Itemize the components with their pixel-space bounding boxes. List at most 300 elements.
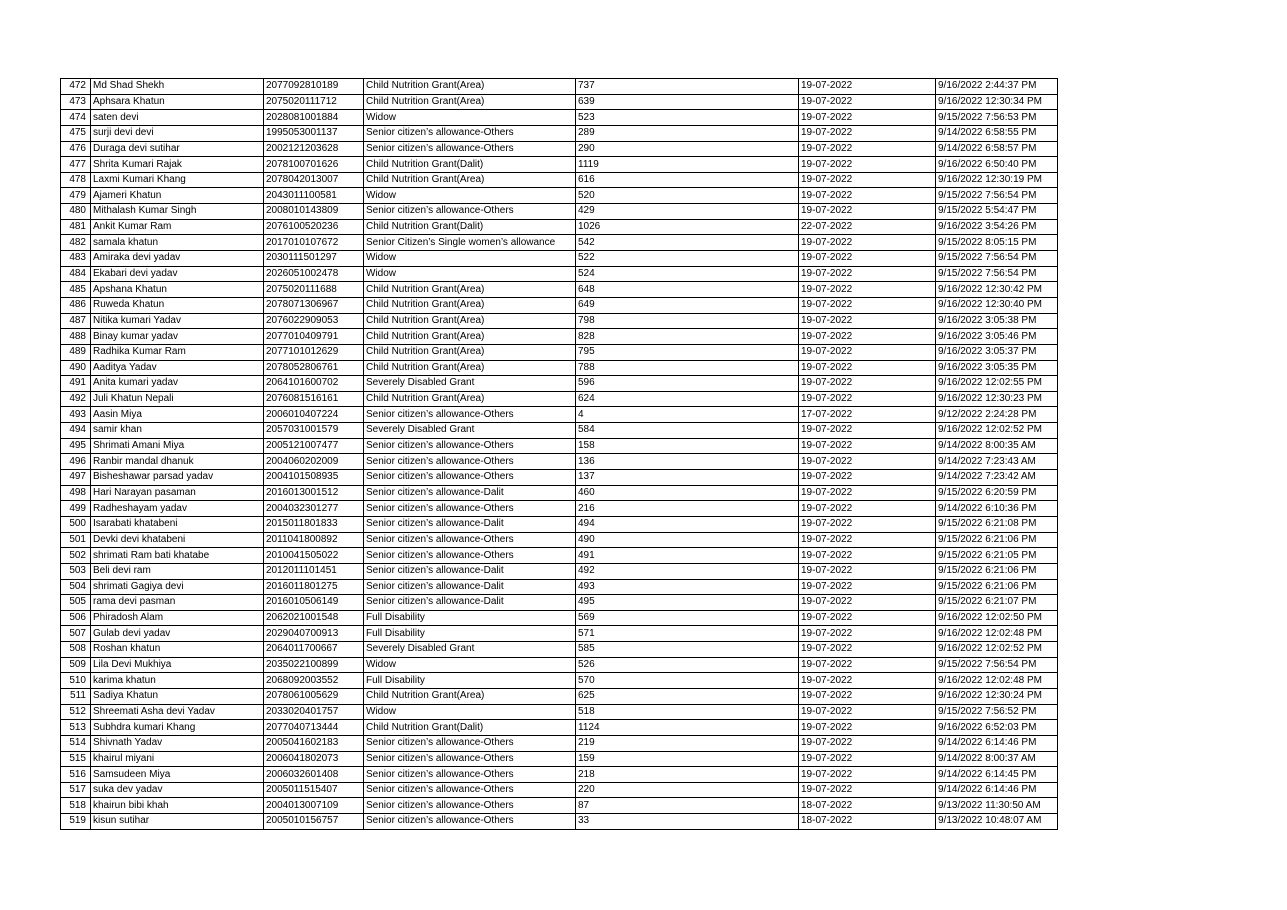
timestamp-cell: 9/14/2022 8:00:37 AM: [936, 751, 1058, 767]
date-cell: 19-07-2022: [799, 297, 936, 313]
table-row: [61, 172, 1058, 188]
table-row: [61, 814, 1058, 830]
timestamp-cell: 9/14/2022 6:58:57 PM: [936, 141, 1058, 157]
timestamp-cell: 9/16/2022 3:05:35 PM: [936, 360, 1058, 376]
allowance-type-cell: Senior citizen’s allowance-Others: [364, 767, 576, 783]
serial-number-cell: 476: [61, 141, 91, 157]
date-cell: 19-07-2022: [799, 595, 936, 611]
serial-number-cell: 515: [61, 751, 91, 767]
id-number-cell: 2004101508935: [264, 470, 364, 486]
name-cell: rama devi pasman: [91, 595, 264, 611]
table-row: [61, 642, 1058, 658]
allowance-type-cell: Child Nutrition Grant(Area): [364, 329, 576, 345]
serial-number-cell: 503: [61, 563, 91, 579]
name-cell: Ankit Kumar Ram: [91, 219, 264, 235]
date-cell: 19-07-2022: [799, 579, 936, 595]
timestamp-cell: 9/15/2022 6:21:06 PM: [936, 563, 1058, 579]
date-cell: 19-07-2022: [799, 125, 936, 141]
id-number-cell: 2078061005629: [264, 688, 364, 704]
name-cell: Ajameri Khatun: [91, 188, 264, 204]
allowance-type-cell: Child Nutrition Grant(Area): [364, 94, 576, 110]
allowance-type-cell: Senior citizen’s allowance-Others: [364, 532, 576, 548]
allowance-type-cell: Child Nutrition Grant(Area): [364, 688, 576, 704]
code-cell: 490: [576, 532, 799, 548]
timestamp-cell: 9/13/2022 11:30:50 AM: [936, 798, 1058, 814]
code-cell: 737: [576, 79, 799, 95]
name-cell: Isarabati khatabeni: [91, 516, 264, 532]
name-cell: Aasin Miya: [91, 407, 264, 423]
name-cell: Lila Devi Mukhiya: [91, 657, 264, 673]
id-number-cell: 2011041800892: [264, 532, 364, 548]
allowance-type-cell: Child Nutrition Grant(Dalit): [364, 219, 576, 235]
name-cell: khairul miyani: [91, 751, 264, 767]
name-cell: Md Shad Shekh: [91, 79, 264, 95]
serial-number-cell: 514: [61, 735, 91, 751]
timestamp-cell: 9/14/2022 6:58:55 PM: [936, 125, 1058, 141]
allowance-type-cell: Child Nutrition Grant(Area): [364, 344, 576, 360]
table-row: [61, 110, 1058, 126]
date-cell: 19-07-2022: [799, 438, 936, 454]
date-cell: 19-07-2022: [799, 657, 936, 673]
date-cell: 19-07-2022: [799, 266, 936, 282]
table-row: [61, 626, 1058, 642]
code-cell: 524: [576, 266, 799, 282]
timestamp-cell: 9/16/2022 6:52:03 PM: [936, 720, 1058, 736]
id-number-cell: 2035022100899: [264, 657, 364, 673]
timestamp-cell: 9/16/2022 12:02:48 PM: [936, 626, 1058, 642]
code-cell: 492: [576, 563, 799, 579]
id-number-cell: 2075020111712: [264, 94, 364, 110]
date-cell: 19-07-2022: [799, 423, 936, 439]
code-cell: 522: [576, 251, 799, 267]
id-number-cell: 2017010107672: [264, 235, 364, 251]
code-cell: 625: [576, 688, 799, 704]
date-cell: 19-07-2022: [799, 251, 936, 267]
table-row: [61, 313, 1058, 329]
allowance-type-cell: Senior citizen’s allowance-Others: [364, 204, 576, 220]
code-cell: 289: [576, 125, 799, 141]
date-cell: 18-07-2022: [799, 814, 936, 830]
name-cell: Roshan khatun: [91, 642, 264, 658]
timestamp-cell: 9/16/2022 12:02:55 PM: [936, 376, 1058, 392]
date-cell: 19-07-2022: [799, 157, 936, 173]
table-row: [61, 751, 1058, 767]
name-cell: Laxmi Kumari Khang: [91, 172, 264, 188]
name-cell: Shreemati Asha devi Yadav: [91, 704, 264, 720]
serial-number-cell: 489: [61, 344, 91, 360]
allowance-type-cell: Senior citizen’s allowance-Others: [364, 751, 576, 767]
name-cell: Devki devi khatabeni: [91, 532, 264, 548]
table-row: [61, 485, 1058, 501]
timestamp-cell: 9/14/2022 6:10:36 PM: [936, 501, 1058, 517]
serial-number-cell: 482: [61, 235, 91, 251]
id-number-cell: 2033020401757: [264, 704, 364, 720]
date-cell: 19-07-2022: [799, 548, 936, 564]
id-number-cell: 2043011100581: [264, 188, 364, 204]
name-cell: Subhdra kumari Khang: [91, 720, 264, 736]
date-cell: 19-07-2022: [799, 172, 936, 188]
id-number-cell: 2076100520236: [264, 219, 364, 235]
timestamp-cell: 9/16/2022 6:50:40 PM: [936, 157, 1058, 173]
id-number-cell: 2016013001512: [264, 485, 364, 501]
code-cell: 542: [576, 235, 799, 251]
serial-number-cell: 498: [61, 485, 91, 501]
timestamp-cell: 9/14/2022 6:14:46 PM: [936, 735, 1058, 751]
allowance-type-cell: Severely Disabled Grant: [364, 376, 576, 392]
table-row: [61, 219, 1058, 235]
table-row: [61, 579, 1058, 595]
code-cell: 33: [576, 814, 799, 830]
table-row: [61, 516, 1058, 532]
code-cell: 828: [576, 329, 799, 345]
serial-number-cell: 477: [61, 157, 91, 173]
id-number-cell: 2064011700667: [264, 642, 364, 658]
code-cell: 219: [576, 735, 799, 751]
timestamp-cell: 9/15/2022 5:54:47 PM: [936, 204, 1058, 220]
code-cell: 648: [576, 282, 799, 298]
date-cell: 19-07-2022: [799, 235, 936, 251]
id-number-cell: 2005041602183: [264, 735, 364, 751]
serial-number-cell: 507: [61, 626, 91, 642]
name-cell: Ruweda Khatun: [91, 297, 264, 313]
table-row: [61, 673, 1058, 689]
table-row: [61, 266, 1058, 282]
serial-number-cell: 480: [61, 204, 91, 220]
code-cell: 788: [576, 360, 799, 376]
code-cell: 491: [576, 548, 799, 564]
code-cell: 584: [576, 423, 799, 439]
timestamp-cell: 9/16/2022 12:30:24 PM: [936, 688, 1058, 704]
id-number-cell: 2078052806761: [264, 360, 364, 376]
allowance-type-cell: Child Nutrition Grant(Area): [364, 313, 576, 329]
table-row: [61, 376, 1058, 392]
allowance-type-cell: Full Disability: [364, 626, 576, 642]
timestamp-cell: 9/16/2022 12:02:52 PM: [936, 423, 1058, 439]
name-cell: Phiradosh Alam: [91, 610, 264, 626]
allowance-type-cell: Full Disability: [364, 610, 576, 626]
date-cell: 19-07-2022: [799, 626, 936, 642]
timestamp-cell: 9/16/2022 12:30:23 PM: [936, 391, 1058, 407]
timestamp-cell: 9/15/2022 7:56:54 PM: [936, 266, 1058, 282]
code-cell: 220: [576, 782, 799, 798]
name-cell: shrimati Gagiya devi: [91, 579, 264, 595]
serial-number-cell: 516: [61, 767, 91, 783]
table-row: [61, 423, 1058, 439]
allowance-type-cell: Child Nutrition Grant(Area): [364, 282, 576, 298]
id-number-cell: 2077040713444: [264, 720, 364, 736]
id-number-cell: 2077101012629: [264, 344, 364, 360]
table-row: [61, 720, 1058, 736]
timestamp-cell: 9/16/2022 3:05:46 PM: [936, 329, 1058, 345]
date-cell: 19-07-2022: [799, 610, 936, 626]
id-number-cell: 2075020111688: [264, 282, 364, 298]
timestamp-cell: 9/16/2022 12:30:40 PM: [936, 297, 1058, 313]
id-number-cell: 2062021001548: [264, 610, 364, 626]
serial-number-cell: 490: [61, 360, 91, 376]
allowance-type-cell: Senior citizen’s allowance-Dalit: [364, 516, 576, 532]
date-cell: 19-07-2022: [799, 501, 936, 517]
table-row: [61, 798, 1058, 814]
table-row: [61, 438, 1058, 454]
serial-number-cell: 488: [61, 329, 91, 345]
code-cell: 639: [576, 94, 799, 110]
serial-number-cell: 473: [61, 94, 91, 110]
table-row: [61, 79, 1058, 95]
date-cell: 19-07-2022: [799, 516, 936, 532]
name-cell: Hari Narayan pasaman: [91, 485, 264, 501]
date-cell: 19-07-2022: [799, 282, 936, 298]
name-cell: Shivnath Yadav: [91, 735, 264, 751]
table-row: [61, 204, 1058, 220]
table-row: [61, 282, 1058, 298]
timestamp-cell: 9/15/2022 6:21:06 PM: [936, 579, 1058, 595]
code-cell: 649: [576, 297, 799, 313]
table-row: [61, 782, 1058, 798]
code-cell: 159: [576, 751, 799, 767]
serial-number-cell: 502: [61, 548, 91, 564]
name-cell: Shrita Kumari Rajak: [91, 157, 264, 173]
date-cell: 19-07-2022: [799, 485, 936, 501]
timestamp-cell: 9/16/2022 2:44:37 PM: [936, 79, 1058, 95]
date-cell: 22-07-2022: [799, 219, 936, 235]
serial-number-cell: 500: [61, 516, 91, 532]
code-cell: 520: [576, 188, 799, 204]
timestamp-cell: 9/16/2022 3:05:37 PM: [936, 344, 1058, 360]
serial-number-cell: 479: [61, 188, 91, 204]
name-cell: Juli Khatun Nepali: [91, 391, 264, 407]
table-row: [61, 360, 1058, 376]
serial-number-cell: 517: [61, 782, 91, 798]
id-number-cell: 2077010409791: [264, 329, 364, 345]
code-cell: 526: [576, 657, 799, 673]
id-number-cell: 2006010407224: [264, 407, 364, 423]
table-row: [61, 391, 1058, 407]
serial-number-cell: 513: [61, 720, 91, 736]
allowance-type-cell: Child Nutrition Grant(Area): [364, 391, 576, 407]
table-row: [61, 251, 1058, 267]
serial-number-cell: 484: [61, 266, 91, 282]
name-cell: Amiraka devi yadav: [91, 251, 264, 267]
name-cell: karima khatun: [91, 673, 264, 689]
allowance-type-cell: Widow: [364, 251, 576, 267]
timestamp-cell: 9/14/2022 6:14:46 PM: [936, 782, 1058, 798]
name-cell: Radheshayam yadav: [91, 501, 264, 517]
serial-number-cell: 492: [61, 391, 91, 407]
table-row: [61, 704, 1058, 720]
name-cell: Bisheshawar parsad yadav: [91, 470, 264, 486]
name-cell: Shrimati Amani Miya: [91, 438, 264, 454]
id-number-cell: 2005010156757: [264, 814, 364, 830]
date-cell: 19-07-2022: [799, 735, 936, 751]
date-cell: 19-07-2022: [799, 79, 936, 95]
allowance-type-cell: Senior citizen’s allowance-Others: [364, 438, 576, 454]
timestamp-cell: 9/14/2022 7:23:43 AM: [936, 454, 1058, 470]
timestamp-cell: 9/15/2022 6:21:06 PM: [936, 532, 1058, 548]
name-cell: Mithalash Kumar Singh: [91, 204, 264, 220]
table-row: [61, 454, 1058, 470]
allowance-type-cell: Senior citizen’s allowance-Others: [364, 548, 576, 564]
allowance-type-cell: Child Nutrition Grant(Area): [364, 172, 576, 188]
name-cell: surji devi devi: [91, 125, 264, 141]
allowance-type-cell: Senior citizen’s allowance-Others: [364, 141, 576, 157]
code-cell: 585: [576, 642, 799, 658]
id-number-cell: 2077092810189: [264, 79, 364, 95]
code-cell: 216: [576, 501, 799, 517]
allowance-type-cell: Senior citizen’s allowance-Dalit: [364, 579, 576, 595]
table-row: [61, 407, 1058, 423]
timestamp-cell: 9/15/2022 7:56:54 PM: [936, 657, 1058, 673]
serial-number-cell: 496: [61, 454, 91, 470]
serial-number-cell: 508: [61, 642, 91, 658]
id-number-cell: 2078042013007: [264, 172, 364, 188]
code-cell: 495: [576, 595, 799, 611]
allowance-type-cell: Senior citizen’s allowance-Others: [364, 470, 576, 486]
date-cell: 19-07-2022: [799, 751, 936, 767]
code-cell: 1124: [576, 720, 799, 736]
table-row: [61, 157, 1058, 173]
id-number-cell: 2028081001884: [264, 110, 364, 126]
table-row: [61, 235, 1058, 251]
code-cell: 570: [576, 673, 799, 689]
serial-number-cell: 491: [61, 376, 91, 392]
timestamp-cell: 9/16/2022 3:05:38 PM: [936, 313, 1058, 329]
timestamp-cell: 9/16/2022 12:02:52 PM: [936, 642, 1058, 658]
name-cell: Beli devi ram: [91, 563, 264, 579]
serial-number-cell: 518: [61, 798, 91, 814]
timestamp-cell: 9/14/2022 7:23:42 AM: [936, 470, 1058, 486]
date-cell: 19-07-2022: [799, 313, 936, 329]
id-number-cell: 2029040700913: [264, 626, 364, 642]
date-cell: 19-07-2022: [799, 391, 936, 407]
table-row: [61, 532, 1058, 548]
id-number-cell: 2004060202009: [264, 454, 364, 470]
serial-number-cell: 494: [61, 423, 91, 439]
serial-number-cell: 509: [61, 657, 91, 673]
timestamp-cell: 9/15/2022 7:56:54 PM: [936, 251, 1058, 267]
code-cell: 1119: [576, 157, 799, 173]
date-cell: 19-07-2022: [799, 94, 936, 110]
serial-number-cell: 506: [61, 610, 91, 626]
code-cell: 158: [576, 438, 799, 454]
name-cell: Duraga devi sutihar: [91, 141, 264, 157]
name-cell: shrimati Ram bati khatabe: [91, 548, 264, 564]
serial-number-cell: 486: [61, 297, 91, 313]
id-number-cell: 2002121203628: [264, 141, 364, 157]
name-cell: samala khatun: [91, 235, 264, 251]
serial-number-cell: 493: [61, 407, 91, 423]
allowance-type-cell: Widow: [364, 266, 576, 282]
timestamp-cell: 9/14/2022 8:00:35 AM: [936, 438, 1058, 454]
date-cell: 19-07-2022: [799, 782, 936, 798]
timestamp-cell: 9/15/2022 6:21:07 PM: [936, 595, 1058, 611]
code-cell: 290: [576, 141, 799, 157]
timestamp-cell: 9/15/2022 7:56:54 PM: [936, 188, 1058, 204]
id-number-cell: 2076022909053: [264, 313, 364, 329]
code-cell: 596: [576, 376, 799, 392]
timestamp-cell: 9/12/2022 2:24:28 PM: [936, 407, 1058, 423]
date-cell: 19-07-2022: [799, 642, 936, 658]
id-number-cell: 2064101600702: [264, 376, 364, 392]
id-number-cell: 2026051002478: [264, 266, 364, 282]
serial-number-cell: 505: [61, 595, 91, 611]
allowance-type-cell: Widow: [364, 188, 576, 204]
allowance-type-cell: Senior citizen’s allowance-Others: [364, 782, 576, 798]
date-cell: 19-07-2022: [799, 688, 936, 704]
name-cell: Sadiya Khatun: [91, 688, 264, 704]
table-row: [61, 767, 1058, 783]
table-row: [61, 344, 1058, 360]
code-cell: 493: [576, 579, 799, 595]
allowance-type-cell: Child Nutrition Grant(Dalit): [364, 157, 576, 173]
id-number-cell: 2068092003552: [264, 673, 364, 689]
timestamp-cell: 9/15/2022 7:56:52 PM: [936, 704, 1058, 720]
table-row: [61, 470, 1058, 486]
allowance-type-cell: Senior citizen’s allowance-Others: [364, 407, 576, 423]
timestamp-cell: 9/15/2022 8:05:15 PM: [936, 235, 1058, 251]
serial-number-cell: 504: [61, 579, 91, 595]
allowance-type-cell: Senior citizen’s allowance-Others: [364, 814, 576, 830]
serial-number-cell: 475: [61, 125, 91, 141]
name-cell: saten devi: [91, 110, 264, 126]
id-number-cell: 2008010143809: [264, 204, 364, 220]
serial-number-cell: 474: [61, 110, 91, 126]
name-cell: Samsudeen Miya: [91, 767, 264, 783]
allowance-type-cell: Severely Disabled Grant: [364, 423, 576, 439]
id-number-cell: 2015011801833: [264, 516, 364, 532]
id-number-cell: 2004032301277: [264, 501, 364, 517]
code-cell: 624: [576, 391, 799, 407]
allowance-type-cell: Senior citizen’s allowance-Others: [364, 501, 576, 517]
date-cell: 18-07-2022: [799, 798, 936, 814]
timestamp-cell: 9/16/2022 12:30:34 PM: [936, 94, 1058, 110]
name-cell: samir khan: [91, 423, 264, 439]
date-cell: 19-07-2022: [799, 188, 936, 204]
table-row: [61, 657, 1058, 673]
serial-number-cell: 478: [61, 172, 91, 188]
table-row: [61, 735, 1058, 751]
timestamp-cell: 9/16/2022 3:54:26 PM: [936, 219, 1058, 235]
serial-number-cell: 483: [61, 251, 91, 267]
table-row: [61, 188, 1058, 204]
name-cell: khairun bibi khah: [91, 798, 264, 814]
id-number-cell: 2078071306967: [264, 297, 364, 313]
serial-number-cell: 495: [61, 438, 91, 454]
id-number-cell: 2010041505022: [264, 548, 364, 564]
name-cell: Aphsara Khatun: [91, 94, 264, 110]
timestamp-cell: 9/16/2022 12:02:50 PM: [936, 610, 1058, 626]
name-cell: Binay kumar yadav: [91, 329, 264, 345]
code-cell: 218: [576, 767, 799, 783]
allowance-type-cell: Senior citizen’s allowance-Others: [364, 735, 576, 751]
name-cell: Nitika kumari Yadav: [91, 313, 264, 329]
serial-number-cell: 519: [61, 814, 91, 830]
code-cell: 1026: [576, 219, 799, 235]
serial-number-cell: 472: [61, 79, 91, 95]
id-number-cell: 1995053001137: [264, 125, 364, 141]
date-cell: 19-07-2022: [799, 141, 936, 157]
id-number-cell: 2006041802073: [264, 751, 364, 767]
timestamp-cell: 9/15/2022 6:21:08 PM: [936, 516, 1058, 532]
date-cell: 19-07-2022: [799, 673, 936, 689]
table-row: [61, 595, 1058, 611]
table-body: [61, 79, 1058, 830]
date-cell: 19-07-2022: [799, 767, 936, 783]
code-cell: 795: [576, 344, 799, 360]
date-cell: 19-07-2022: [799, 376, 936, 392]
date-cell: 19-07-2022: [799, 110, 936, 126]
code-cell: 523: [576, 110, 799, 126]
code-cell: 136: [576, 454, 799, 470]
